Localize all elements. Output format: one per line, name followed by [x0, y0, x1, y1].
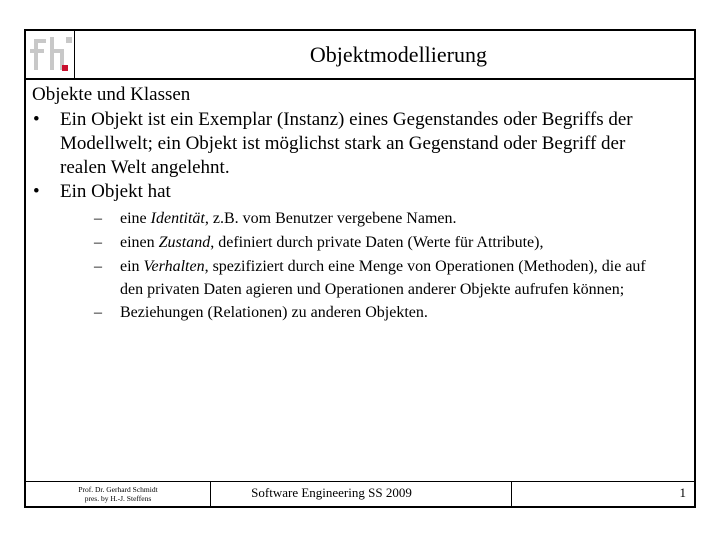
bullet-text-line: Modellwelt; ein Objekt ist möglichst stark an Gegenstand oder Begriff der — [60, 133, 626, 154]
list-item — [32, 180, 692, 325]
sub-item-text: Beziehungen (Relationen) zu anderen Objekten. — [120, 304, 428, 321]
footer-course — [212, 482, 512, 507]
author-line: Prof. Dr. Gerhard Schmidt — [78, 485, 158, 494]
sub-list — [60, 207, 692, 325]
page-title: Objektmodellierung — [309, 42, 487, 67]
bullet-marker: • — [33, 109, 40, 130]
bullet-list — [32, 108, 692, 325]
bullet-marker: • — [33, 181, 40, 202]
sub-item — [94, 301, 692, 325]
sub-item — [94, 207, 692, 231]
dash-marker: – — [94, 258, 102, 275]
sub-item — [94, 255, 692, 301]
sub-item-text-line: den privaten Daten agieren und Operationen anderer Objekte aufrufen können; — [120, 281, 625, 298]
page-number: 1 — [679, 485, 686, 500]
sub-item-emphasis: Verhalten — [143, 258, 205, 275]
sub-item-emphasis: Identität — [150, 210, 205, 227]
bullet-text-line: Ein Objekt hat — [60, 181, 171, 202]
sub-item — [94, 231, 692, 255]
slide-content — [32, 83, 692, 325]
fh-logo-icon — [26, 31, 75, 78]
footer-author — [26, 482, 211, 507]
author-line: pres. by H.-J. Steffens — [84, 494, 152, 503]
sub-item-text: ein — [120, 258, 144, 275]
dash-marker: – — [94, 234, 102, 251]
sub-item-emphasis: Zustand — [158, 234, 211, 251]
course-label: Software Engineering SS 2009 — [251, 485, 412, 500]
sub-item-text: , definiert durch private Daten (Werte für Attribute), — [210, 234, 544, 251]
slide-frame — [24, 29, 696, 508]
dash-marker: – — [94, 210, 102, 227]
sub-item-text: , z.B. vom Benutzer vergebene Namen. — [204, 210, 457, 227]
dash-marker: – — [94, 304, 102, 321]
slide-header — [26, 31, 694, 80]
section-heading: Objekte und Klassen — [32, 84, 191, 105]
bullet-text-line: realen Welt angelehnt. — [60, 157, 230, 178]
list-item — [32, 108, 692, 180]
sub-item-text: eine — [120, 210, 151, 227]
sub-item-text: , spezifiziert durch eine Menge von Operationen (Methoden), die auf — [204, 258, 646, 275]
bullet-text-line: Ein Objekt ist ein Exemplar (Instanz) eines Gegenstandes oder Begriffs der — [60, 109, 633, 130]
slide-footer — [26, 481, 694, 507]
sub-item-text: einen — [120, 234, 159, 251]
